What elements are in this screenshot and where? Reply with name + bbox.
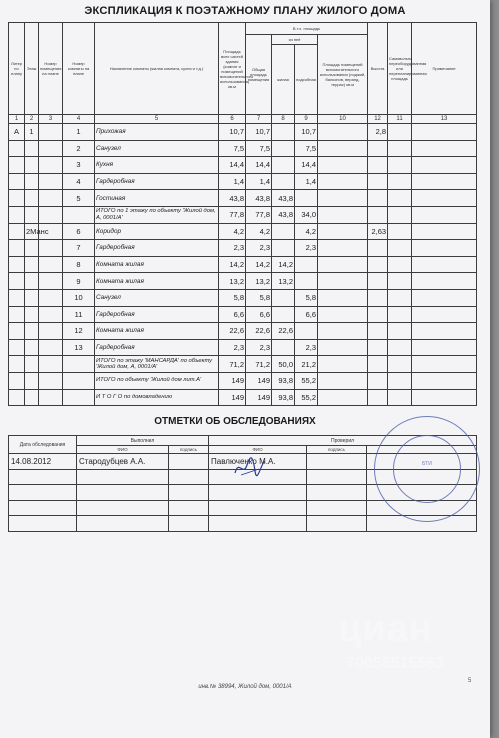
- cell-room-number: 9: [63, 273, 95, 290]
- cell-floor: 1: [25, 124, 39, 141]
- cell-auxiliary-area: [318, 223, 368, 240]
- cell-note: [412, 256, 477, 273]
- marks-header-sign: подпись: [169, 446, 209, 454]
- header-living: жилая: [272, 45, 295, 115]
- header-of-it: из неё: [272, 35, 318, 45]
- cell-total-area: 149: [219, 389, 246, 406]
- cell-auxiliary-area: [318, 140, 368, 157]
- cell-premise: [39, 190, 63, 207]
- cell-utility-area: 2,3: [295, 339, 318, 356]
- cell-room-name: Прихожая: [95, 124, 219, 141]
- cell-common-area: 2,3: [246, 240, 272, 257]
- cell-unauthorized: [388, 124, 412, 141]
- marks-title: ОТМЕТКИ ОБ ОБСЛЕДОВАНИЯХ: [154, 416, 316, 427]
- marks-header-performed: Выполнил: [77, 436, 209, 446]
- cell-auxiliary-area: [318, 273, 368, 290]
- cell-room-name: ИТОГО по этажу 'МАНСАРДА' по объекту 'Жилой дом, А, 0001/А': [95, 356, 219, 373]
- cell-note: [412, 306, 477, 323]
- cell-premise: [39, 256, 63, 273]
- cell-litera: [9, 256, 25, 273]
- cell-common-area: 77,8: [246, 206, 272, 223]
- total-row: [9, 356, 477, 373]
- column-number: 7: [246, 115, 272, 124]
- cell-unauthorized: [388, 339, 412, 356]
- cell-litera: [9, 356, 25, 373]
- table-row: [9, 289, 477, 306]
- cell-unauthorized: [388, 173, 412, 190]
- cell-living-area: 22,6: [272, 323, 295, 340]
- cell-utility-area: 34,0: [295, 206, 318, 223]
- cell-floor: [25, 306, 39, 323]
- cell-room-number: [63, 356, 95, 373]
- cell-common-area: 149: [246, 372, 272, 389]
- cell-total-area: 14,4: [219, 157, 246, 174]
- cell-utility-area: 21,2: [295, 356, 318, 373]
- cell-total-area: 1,4: [219, 173, 246, 190]
- cell-floor: [25, 372, 39, 389]
- cell-unauthorized: [388, 273, 412, 290]
- cell-premise: [39, 306, 63, 323]
- cell-premise: [39, 356, 63, 373]
- cell-height: [368, 206, 388, 223]
- cell-utility-area: 10,7: [295, 124, 318, 141]
- cell-litera: [9, 372, 25, 389]
- cell-unauthorized: [388, 389, 412, 406]
- document-title: ЭКСПЛИКАЦИЯ К ПОЭТАЖНОМУ ПЛАНУ ЖИЛОГО ДОМА: [84, 5, 406, 17]
- cell-auxiliary-area: [318, 157, 368, 174]
- cell-room-number: 13: [63, 339, 95, 356]
- page-number: 5: [468, 678, 472, 684]
- cell-litera: [9, 289, 25, 306]
- cell-living-area: [272, 289, 295, 306]
- cell-room-number: 5: [63, 190, 95, 207]
- column-number: 5: [95, 115, 219, 124]
- marks-checker-sign: [307, 454, 367, 470]
- cell-height: [368, 339, 388, 356]
- watermark-number: 70058515563: [346, 655, 444, 672]
- cell-auxiliary-area: [318, 306, 368, 323]
- cell-unauthorized: [388, 190, 412, 207]
- cell-common-area: 13,2: [246, 273, 272, 290]
- table-row: [9, 306, 477, 323]
- cell-room-name: Комната жилая: [95, 256, 219, 273]
- cell-room-number: [63, 389, 95, 406]
- cell-litera: [9, 140, 25, 157]
- cell-living-area: 14,2: [272, 256, 295, 273]
- cell-common-area: 1,4: [246, 173, 272, 190]
- cell-note: [412, 157, 477, 174]
- cell-unauthorized: [388, 323, 412, 340]
- cell-premise: [39, 389, 63, 406]
- cell-note: [412, 323, 477, 340]
- table-row: [9, 124, 477, 141]
- column-number: 1: [9, 115, 25, 124]
- cell-utility-area: 5,8: [295, 289, 318, 306]
- cell-unauthorized: [388, 240, 412, 257]
- cell-litera: [9, 389, 25, 406]
- cell-height: [368, 356, 388, 373]
- cell-utility-area: 55,2: [295, 389, 318, 406]
- marks-header-checker-sign: подпись: [307, 446, 367, 454]
- header-premise-number: Номер помещения на плане: [39, 23, 63, 115]
- cell-utility-area: 6,6: [295, 306, 318, 323]
- cell-litera: [9, 157, 25, 174]
- signature-icon: [233, 455, 267, 479]
- cell-note: [412, 124, 477, 141]
- cell-litera: [9, 190, 25, 207]
- table-row: [9, 240, 477, 257]
- cell-note: [412, 240, 477, 257]
- cell-floor: [25, 173, 39, 190]
- cell-utility-area: 7,5: [295, 140, 318, 157]
- column-number: 10: [318, 115, 368, 124]
- cell-note: [412, 190, 477, 207]
- cell-room-number: 1: [63, 124, 95, 141]
- cell-room-name: ИТОГО по объекту 'Жилой дом лит.А': [95, 372, 219, 389]
- marks-header-fio: ФИО: [77, 446, 169, 454]
- cell-floor: [25, 339, 39, 356]
- column-number: 6: [219, 115, 246, 124]
- explication-body: [9, 124, 477, 406]
- column-number: 3: [39, 115, 63, 124]
- cell-floor: [25, 157, 39, 174]
- cell-unauthorized: [388, 306, 412, 323]
- cell-living-area: 50,0: [272, 356, 295, 373]
- table-row: [9, 173, 477, 190]
- cell-auxiliary-area: [318, 190, 368, 207]
- cell-note: [412, 289, 477, 306]
- cell-room-number: 3: [63, 157, 95, 174]
- cell-common-area: 2,3: [246, 339, 272, 356]
- header-height: Высота: [368, 23, 388, 115]
- total-row: [9, 206, 477, 223]
- cell-auxiliary-area: [318, 256, 368, 273]
- cell-common-area: 22,6: [246, 323, 272, 340]
- cell-litera: [9, 306, 25, 323]
- cell-premise: [39, 273, 63, 290]
- marks-performer: Стародубцев А.А.: [77, 454, 169, 470]
- cell-note: [412, 356, 477, 373]
- marks-date: 14.08.2012: [9, 454, 77, 470]
- cell-utility-area: 4,2: [295, 223, 318, 240]
- marks-header-checked: Проверил: [209, 436, 477, 446]
- cell-room-name: Комната жилая: [95, 273, 219, 290]
- cell-room-name: Санузел: [95, 140, 219, 157]
- cell-living-area: [272, 173, 295, 190]
- cell-unauthorized: [388, 157, 412, 174]
- cell-total-area: 149: [219, 372, 246, 389]
- cell-height: 2,8: [368, 124, 388, 141]
- cell-living-area: [272, 223, 295, 240]
- cell-note: [412, 140, 477, 157]
- cell-total-area: 5,8: [219, 289, 246, 306]
- marks-header-date: Дата обследования: [9, 436, 77, 454]
- cell-height: [368, 190, 388, 207]
- cell-common-area: 43,8: [246, 190, 272, 207]
- cell-floor: [25, 240, 39, 257]
- table-row: [9, 140, 477, 157]
- cell-living-area: 93,8: [272, 389, 295, 406]
- cell-height: [368, 389, 388, 406]
- cell-height: [368, 289, 388, 306]
- cell-total-area: 13,2: [219, 273, 246, 290]
- cell-floor: [25, 356, 39, 373]
- cell-auxiliary-area: [318, 389, 368, 406]
- cell-premise: [39, 289, 63, 306]
- cell-total-area: 2,3: [219, 240, 246, 257]
- cell-living-area: 43,8: [272, 206, 295, 223]
- header-total-area: Площадь всех частей здания (комнат и помещений вспомогательного использования) кв.м: [219, 23, 246, 115]
- cell-floor: [25, 206, 39, 223]
- column-numbers-row: [9, 115, 477, 124]
- header-utility: подсобная: [295, 45, 318, 115]
- cell-total-area: 10,7: [219, 124, 246, 141]
- cell-note: [412, 389, 477, 406]
- cell-note: [412, 273, 477, 290]
- cell-room-name: Гардеробная: [95, 240, 219, 257]
- cell-premise: [39, 140, 63, 157]
- cell-room-number: 8: [63, 256, 95, 273]
- cell-litera: [9, 273, 25, 290]
- cell-common-area: 14,2: [246, 256, 272, 273]
- cell-room-name: ИТОГО по 1 этажу по объекту 'Жилой дом, А, 0001/А': [95, 206, 219, 223]
- header-in-that-area: В т.ч. площадь: [246, 23, 368, 35]
- cell-common-area: 14,4: [246, 157, 272, 174]
- table-row: [9, 223, 477, 240]
- cell-utility-area: 2,3: [295, 240, 318, 257]
- cell-floor: 2Манс: [25, 223, 39, 240]
- cell-premise: [39, 339, 63, 356]
- cell-height: 2,63: [368, 223, 388, 240]
- cell-litera: [9, 240, 25, 257]
- cell-height: [368, 140, 388, 157]
- cell-note: [412, 372, 477, 389]
- cell-height: [368, 306, 388, 323]
- cell-unauthorized: [388, 256, 412, 273]
- cell-total-area: 4,2: [219, 223, 246, 240]
- cell-height: [368, 157, 388, 174]
- cell-litera: А: [9, 124, 25, 141]
- cell-litera: [9, 339, 25, 356]
- cell-auxiliary-area: [318, 372, 368, 389]
- cell-floor: [25, 289, 39, 306]
- cell-common-area: 5,8: [246, 289, 272, 306]
- cell-common-area: 4,2: [246, 223, 272, 240]
- cell-premise: [39, 157, 63, 174]
- cell-total-area: 43,8: [219, 190, 246, 207]
- cell-living-area: [272, 306, 295, 323]
- cell-total-area: 77,8: [219, 206, 246, 223]
- cell-room-number: 10: [63, 289, 95, 306]
- column-number: 4: [63, 115, 95, 124]
- cell-total-area: 6,6: [219, 306, 246, 323]
- cell-room-number: [63, 206, 95, 223]
- header-room-number: Номер комнаты на плане: [63, 23, 95, 115]
- cell-utility-area: [295, 256, 318, 273]
- cell-room-name: Коридор: [95, 223, 219, 240]
- header-note: Примечание: [412, 23, 477, 115]
- cell-auxiliary-area: [318, 173, 368, 190]
- column-number: 8: [272, 115, 295, 124]
- cell-common-area: 7,5: [246, 140, 272, 157]
- cell-floor: [25, 256, 39, 273]
- table-row: [9, 323, 477, 340]
- total-row: [9, 389, 477, 406]
- header-floor: Этаж: [25, 23, 39, 115]
- cell-room-number: 2: [63, 140, 95, 157]
- table-row: [9, 157, 477, 174]
- cell-premise: [39, 206, 63, 223]
- cell-living-area: [272, 339, 295, 356]
- cell-living-area: [272, 124, 295, 141]
- cell-premise: [39, 323, 63, 340]
- cell-unauthorized: [388, 140, 412, 157]
- cell-total-area: 22,6: [219, 323, 246, 340]
- cell-room-number: 11: [63, 306, 95, 323]
- header-common-area: Общая площадь помещения: [246, 35, 272, 115]
- cell-utility-area: [295, 323, 318, 340]
- cell-living-area: [272, 157, 295, 174]
- cell-height: [368, 256, 388, 273]
- cell-living-area: 93,8: [272, 372, 295, 389]
- cell-auxiliary-area: [318, 356, 368, 373]
- cell-height: [368, 240, 388, 257]
- cell-total-area: 2,3: [219, 339, 246, 356]
- cell-room-name: И Т О Г О по домовладению: [95, 389, 219, 406]
- cell-room-name: Кухня: [95, 157, 219, 174]
- cell-room-name: Гостиная: [95, 190, 219, 207]
- cell-auxiliary-area: [318, 289, 368, 306]
- cell-litera: [9, 323, 25, 340]
- cell-common-area: 149: [246, 389, 272, 406]
- header-room-purpose: Назначение комнаты (жилая комната, кухня и т.д.): [95, 23, 219, 115]
- cell-room-name: Санузел: [95, 289, 219, 306]
- cell-note: [412, 223, 477, 240]
- cell-common-area: 6,6: [246, 306, 272, 323]
- cell-living-area: 13,2: [272, 273, 295, 290]
- cell-litera: [9, 206, 25, 223]
- stamp-icon: БТИ: [374, 416, 480, 522]
- cell-room-name: Гардеробная: [95, 339, 219, 356]
- cell-room-name: Гардеробная: [95, 173, 219, 190]
- cell-floor: [25, 140, 39, 157]
- table-row: [9, 339, 477, 356]
- column-number: 2: [25, 115, 39, 124]
- cell-premise: [39, 372, 63, 389]
- cell-room-number: 4: [63, 173, 95, 190]
- column-number: 13: [412, 115, 477, 124]
- cell-room-number: 7: [63, 240, 95, 257]
- cell-unauthorized: [388, 356, 412, 373]
- explication-table: [8, 22, 477, 406]
- total-row: [9, 372, 477, 389]
- cell-unauthorized: [388, 206, 412, 223]
- cell-height: [368, 372, 388, 389]
- cell-note: [412, 173, 477, 190]
- cell-room-number: 6: [63, 223, 95, 240]
- table-row: [9, 190, 477, 207]
- cell-height: [368, 273, 388, 290]
- watermark: циан: [338, 608, 433, 650]
- cell-room-name: Комната жилая: [95, 323, 219, 340]
- table-row: [9, 273, 477, 290]
- cell-common-area: 10,7: [246, 124, 272, 141]
- cell-common-area: 71,2: [246, 356, 272, 373]
- cell-utility-area: [295, 273, 318, 290]
- cell-room-number: [63, 372, 95, 389]
- cell-premise: [39, 173, 63, 190]
- header-litera: Литер по плану: [9, 23, 25, 115]
- cell-total-area: 71,2: [219, 356, 246, 373]
- cell-utility-area: 14,4: [295, 157, 318, 174]
- column-number: 9: [295, 115, 318, 124]
- cell-note: [412, 206, 477, 223]
- cell-auxiliary-area: [318, 323, 368, 340]
- marks-performer-sign: [169, 454, 209, 470]
- cell-utility-area: 55,2: [295, 372, 318, 389]
- cell-floor: [25, 190, 39, 207]
- cell-living-area: 43,8: [272, 190, 295, 207]
- cell-height: [368, 323, 388, 340]
- cell-room-name: Гардеробная: [95, 306, 219, 323]
- cell-litera: [9, 173, 25, 190]
- column-number: 12: [368, 115, 388, 124]
- cell-floor: [25, 273, 39, 290]
- cell-utility-area: 1,4: [295, 173, 318, 190]
- cell-unauthorized: [388, 223, 412, 240]
- header-unauthorized: Самовольно переоборудованная или перепланированная площадь: [388, 23, 412, 115]
- column-number: 11: [388, 115, 412, 124]
- cell-floor: [25, 323, 39, 340]
- marks-header-checker-fio: ФИО: [209, 446, 307, 454]
- cell-height: [368, 173, 388, 190]
- cell-living-area: [272, 240, 295, 257]
- cell-auxiliary-area: [318, 339, 368, 356]
- marks-checker: Павлюченко М.А.: [209, 454, 307, 470]
- footer-inventory: инв.№ 38994, Жилой дом, 0001/А: [198, 684, 292, 690]
- cell-total-area: 7,5: [219, 140, 246, 157]
- cell-litera: [9, 223, 25, 240]
- cell-room-number: 12: [63, 323, 95, 340]
- cell-floor: [25, 389, 39, 406]
- cell-utility-area: [295, 190, 318, 207]
- cell-auxiliary-area: [318, 124, 368, 141]
- cell-unauthorized: [388, 289, 412, 306]
- cell-living-area: [272, 140, 295, 157]
- cell-unauthorized: [388, 372, 412, 389]
- cell-auxiliary-area: [318, 206, 368, 223]
- cell-total-area: 14,2: [219, 256, 246, 273]
- cell-premise: [39, 240, 63, 257]
- cell-premise: [39, 124, 63, 141]
- cell-auxiliary-area: [318, 240, 368, 257]
- header-auxiliary-area: Площадь помещений вспомогательного использования (лоджий, балконов, веранд, террас) кв.м: [318, 35, 368, 115]
- cell-note: [412, 339, 477, 356]
- table-row: [9, 256, 477, 273]
